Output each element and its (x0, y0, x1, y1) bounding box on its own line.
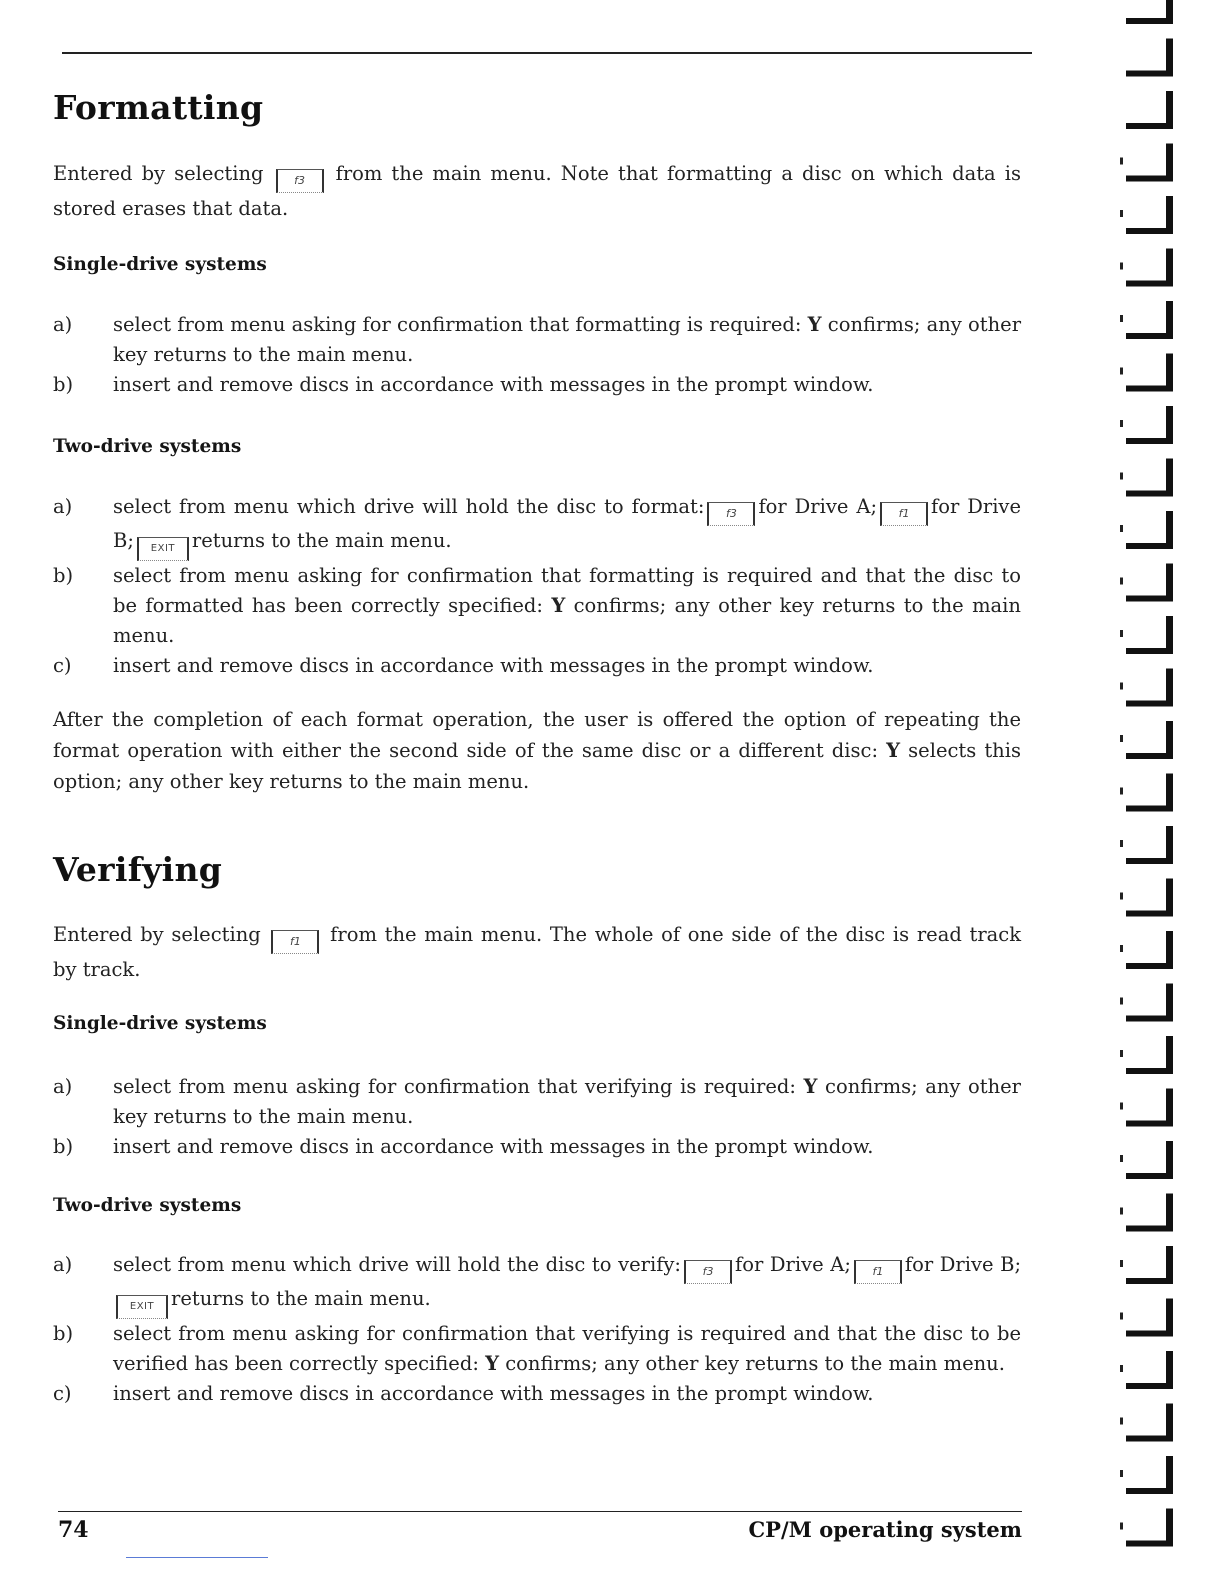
bottom-rule (58, 1511, 1022, 1512)
formatting-heading: Formatting (53, 88, 264, 127)
formatting-intro: Entered by selecting f3 from the main menu. Note that formatting a disc on which data is stored erases that data. (53, 162, 1021, 220)
binding-mark (1120, 196, 1173, 234)
list-item: b) select from menu asking for confirmation that formatting is required and that the disc to be formatted has been correctly specified: Y confirms; any other key returns to the main menu. (53, 564, 1021, 647)
list-item: c) insert and remove discs in accordance with messages in the prompt window. (53, 1382, 874, 1405)
formatting-two-list (53, 492, 1021, 681)
binding-mark (1126, 39, 1173, 77)
binding-mark (1120, 616, 1173, 654)
binding-mark (1120, 1456, 1173, 1494)
verifying-two-heading: Two-drive systems (53, 1195, 242, 1216)
binding-mark (1120, 459, 1173, 497)
binding-mark (1120, 1351, 1173, 1389)
list-item: b) insert and remove discs in accordance with messages in the prompt window. (53, 1135, 874, 1158)
binding-mark (1120, 669, 1173, 707)
f1-key-icon: f1 (271, 930, 319, 954)
binding-mark (1120, 879, 1173, 917)
formatting-two-heading: Two-drive systems (53, 436, 242, 457)
page-number: 74 (58, 1517, 89, 1543)
list-item: a) select from menu asking for confirmation that verifying is required: Y confirms; any other key returns to the main menu. (53, 1075, 1022, 1128)
binding-mark (1126, 91, 1173, 129)
formatting-single-list (53, 310, 1021, 400)
scan-artifact-line (126, 1557, 268, 1558)
binding-mark (1120, 511, 1173, 549)
f1-key-icon: f1 (854, 1260, 902, 1284)
binding-mark (1120, 1509, 1173, 1547)
exit-key-icon: EXIT (116, 1295, 168, 1319)
binding-mark (1120, 1036, 1173, 1074)
binding-mark (1120, 721, 1173, 759)
binding-mark (1120, 144, 1173, 182)
binding-mark (1120, 301, 1173, 339)
list-item: b) insert and remove discs in accordance with messages in the prompt window. (53, 373, 874, 396)
verifying-intro: Entered by selecting f1 from the main menu. The whole of one side of the disc is read track by track. (53, 923, 1022, 981)
list-item: a) select from menu which drive will hold the disc to verify: f3 for Drive A; f1 for Drive B;EXIT returns to the main menu. (53, 1250, 1021, 1319)
verifying-heading: Verifying (53, 850, 223, 889)
f3-key-icon: f3 (684, 1260, 732, 1284)
list-item: a) select from menu which drive will hold the disc to format: f3 for Drive A; f1 for Drive B; EXIT returns to the main menu. (53, 492, 1021, 561)
verifying-two-list (53, 1250, 1021, 1409)
binding-mark (1120, 1246, 1173, 1284)
top-rule (62, 52, 1032, 54)
f3-key-icon: f3 (707, 502, 755, 526)
binding-mark (1120, 564, 1173, 602)
f1-key-icon: f1 (880, 502, 928, 526)
binding-mark (1120, 354, 1173, 392)
binding-mark (1120, 1141, 1173, 1179)
list-item: b) select from menu asking for confirmation that verifying is required and that the disc to be verified has been correctly specified: Y confirms; any other key returns to the main menu. (53, 1322, 1021, 1375)
binding-mark (1120, 1299, 1173, 1337)
formatting-after: After the completion of each format operation, the user is offered the option of repeating the format operation with either the second side of the same disc or a different disc: Y selects this option; any other key returns to the main menu. (53, 708, 1021, 793)
binding-mark (1120, 984, 1173, 1022)
binding-mark (1120, 826, 1173, 864)
binding-mark (1120, 249, 1173, 287)
binding-mark (1120, 774, 1173, 812)
verifying-single-heading: Single-drive systems (53, 1013, 267, 1034)
spiral-binding-marks (1110, 0, 1224, 1584)
formatting-single-heading: Single-drive systems (53, 254, 267, 275)
list-item: a) select from menu asking for confirmation that formatting is required: Y confirms; any other key returns to the main menu. (53, 313, 1022, 366)
binding-mark (1120, 1089, 1173, 1127)
list-item: c) insert and remove discs in accordance with messages in the prompt window. (53, 654, 874, 677)
binding-mark (1126, 0, 1173, 24)
binding-mark (1120, 931, 1173, 969)
binding-mark (1120, 1404, 1173, 1442)
f3-key-icon: f3 (276, 169, 324, 193)
exit-key-icon: EXIT (137, 537, 189, 561)
footer-section-title: CP/M operating system (748, 1517, 1022, 1542)
binding-mark (1120, 406, 1173, 444)
binding-mark (1120, 1194, 1173, 1232)
verifying-single-list (53, 1072, 1021, 1162)
